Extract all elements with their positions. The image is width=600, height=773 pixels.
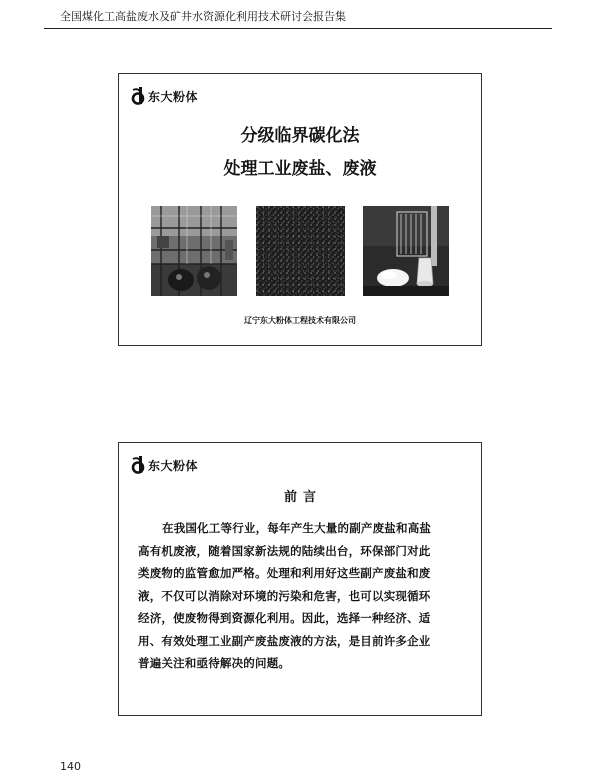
slide-title-line-1: 分级临界碳化法 [240,126,360,146]
slide-title-line-2: 处理工业废盐、废液 [223,159,377,179]
section-heading: 前言 [283,490,322,505]
logo-mark-icon [131,456,145,474]
paragraph-line: 在我国化工等行业，每年产生大量的副产废盐和高盐 [162,521,432,535]
preface-paragraph [138,517,466,675]
company-name: 辽宁东大粉体工程技术有限公司 [244,315,356,325]
document-header-title: 全国煤化工高盐废水及矿井水资源化利用技术研讨会报告集 [60,10,346,23]
logo-text: 东大粉体 [148,458,199,473]
slide-preface [118,442,482,716]
paragraph-line: 用、有效处理工业副产废盐废液的方法，是目前许多企业 [138,633,431,648]
paragraph-line: 类废物的监管愈加严格。处理和利用好这些副产废盐和废 [138,566,431,580]
header-rule [44,28,552,29]
logo-mark-icon [131,87,145,105]
company-logo [131,86,198,106]
page-number: 140 [60,760,81,773]
slide-title-page [118,73,482,346]
paragraph-line: 液，不仅可以消除对环境的污染和危害，也可以实现循环 [138,588,431,603]
photo-granular-material [256,206,345,296]
logo-text: 东大粉体 [148,89,199,104]
paragraph-line: 普遍关注和亟待解决的问题。 [138,656,291,670]
photo-lab-apparatus [363,206,449,296]
paragraph-line: 经济，使废物得到资源化利用。因此，选择一种经济、适 [138,611,431,625]
company-logo [131,455,198,475]
paragraph-line: 高有机废液，随着国家新法规的陆续出台，环保部门对此 [138,543,431,558]
photo-industrial-plant [151,206,237,296]
